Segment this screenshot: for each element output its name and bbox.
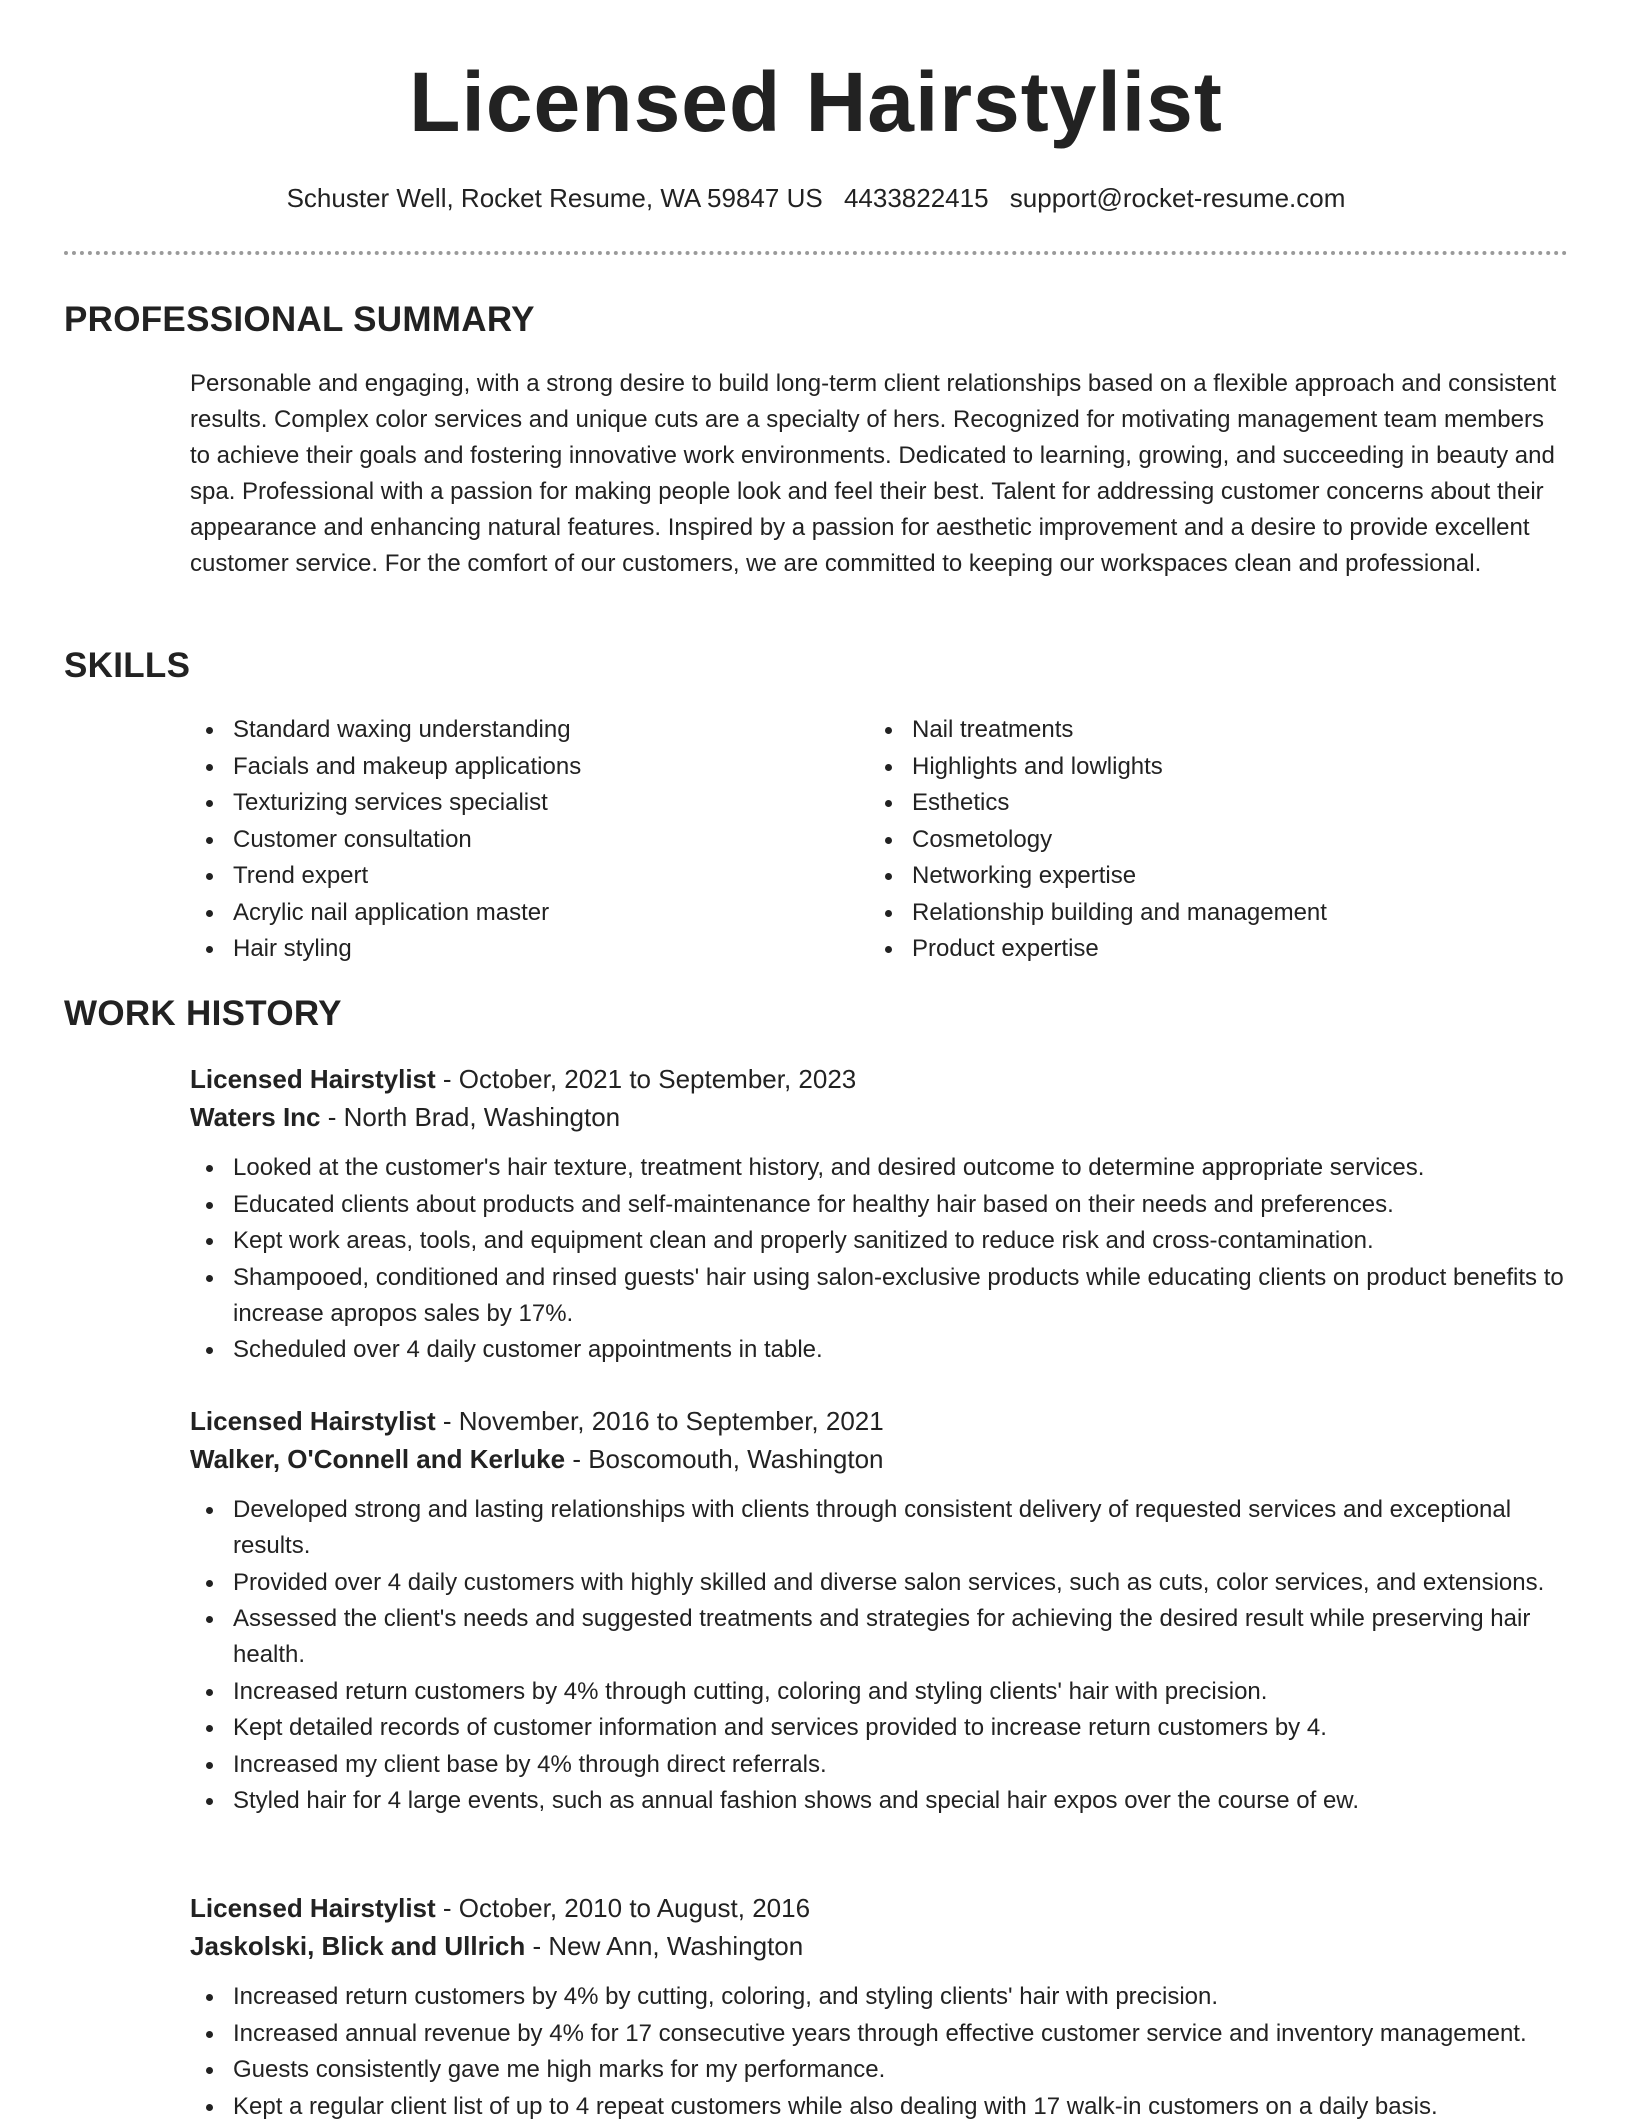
- job-entry: [190, 1889, 1570, 2125]
- skill-item: Nail treatments: [869, 712, 1569, 748]
- job-bullet: Increased my client base by 4% through direct referrals.: [190, 1747, 1570, 1783]
- job-bullet: Kept a regular client list of up to 4 repeat customers while also dealing with 17 walk-in customers on a daily basis.: [190, 2089, 1570, 2125]
- job-company: Waters Inc: [190, 1102, 321, 1132]
- job-bullets: [190, 1492, 1570, 1819]
- job-company-line: [190, 1440, 1570, 1478]
- job-bullet: Guests consistently gave me high marks for my performance.: [190, 2052, 1570, 2088]
- job-company-line: [190, 1098, 1570, 1136]
- job-bullet: Assessed the client's needs and suggested treatments and strategies for achieving the desired result while preserving hair health.: [190, 1601, 1570, 1673]
- job-bullet: Shampooed, conditioned and rinsed guests' hair using salon-exclusive products while educating clients on product benefits to increase apropos sales by 17%.: [190, 1260, 1570, 1332]
- skill-item: Hair styling: [190, 931, 830, 967]
- contact-address: Schuster Well, Rocket Resume, WA 59847 US: [286, 183, 823, 213]
- skills-list-left: [190, 712, 830, 968]
- job-entry: [190, 1060, 1570, 1369]
- skills-heading: SKILLS: [64, 646, 191, 685]
- job-role: Licensed Hairstylist: [190, 1064, 436, 1094]
- job-dates: - October, 2021 to September, 2023: [435, 1064, 857, 1094]
- job-bullets: [190, 1979, 1570, 2125]
- skill-item: Cosmetology: [869, 822, 1569, 858]
- skill-item: Customer consultation: [190, 822, 830, 858]
- job-bullets: [190, 1150, 1570, 1368]
- skills-list-right: [869, 712, 1569, 968]
- summary-text: Personable and engaging, with a strong desire to build long-term client relationships based on a flexible approach and consistent results. Complex color services and unique cuts are a specialty of hers. Recognized for motivating management team members to achieve their goals and fostering innovative work environments. Dedicated to learning, growing, and succeeding in beauty and spa. Professional with a passion for making people look and feel their best. Talent for addressing customer concerns about their appearance and enhancing natural features. Inspired by a passion for aesthetic improvement and a desire to provide excellent customer service. For the comfort of our customers, we are committed to keeping our workspaces clean and professional.: [190, 370, 1557, 577]
- candidate-name: Licensed Hairstylist: [409, 55, 1223, 149]
- job-company: Walker, O'Connell and Kerluke: [190, 1444, 566, 1474]
- contact-info: [0, 180, 1632, 216]
- job-title-line: [190, 1060, 1570, 1098]
- skill-item: Acrylic nail application master: [190, 895, 830, 931]
- job-bullet: Styled hair for 4 large events, such as annual fashion shows and special hair expos over the course of ew.: [190, 1783, 1570, 1819]
- job-title-line: [190, 1402, 1570, 1440]
- job-bullet: Educated clients about products and self-maintenance for healthy hair based on their needs and preferences.: [190, 1187, 1570, 1223]
- skill-item: Facials and makeup applications: [190, 749, 830, 785]
- skill-item: Esthetics: [869, 785, 1569, 821]
- work-history-heading: WORK HISTORY: [64, 994, 342, 1033]
- job-bullet: Developed strong and lasting relationships with clients through consistent delivery of requested services and exceptional results.: [190, 1492, 1570, 1564]
- job-bullet: Provided over 4 daily customers with highly skilled and diverse salon services, such as cuts, color services, and extensions.: [190, 1565, 1570, 1601]
- job-title-line: [190, 1889, 1570, 1927]
- skill-item: Highlights and lowlights: [869, 749, 1569, 785]
- job-bullet: Scheduled over 4 daily customer appointments in table.: [190, 1332, 1570, 1368]
- job-dates: - October, 2010 to August, 2016: [435, 1893, 811, 1923]
- job-location: - Boscomouth, Washington: [565, 1444, 884, 1474]
- job-bullet: Increased return customers by 4% by cutting, coloring, and styling clients' hair with precision.: [190, 1979, 1570, 2015]
- job-bullet: Increased return customers by 4% through cutting, coloring and styling clients' hair with precision.: [190, 1674, 1570, 1710]
- job-role: Licensed Hairstylist: [190, 1406, 436, 1436]
- skill-item: Trend expert: [190, 858, 830, 894]
- contact-email: support@rocket-resume.com: [1009, 183, 1346, 213]
- job-location: - New Ann, Washington: [525, 1931, 804, 1961]
- skill-item: Product expertise: [869, 931, 1569, 967]
- job-bullet: Kept work areas, tools, and equipment clean and properly sanitized to reduce risk and cross-contamination.: [190, 1223, 1570, 1259]
- job-entry: [190, 1402, 1570, 1820]
- job-company-line: [190, 1927, 1570, 1965]
- skill-item: Networking expertise: [869, 858, 1569, 894]
- header-divider: [64, 251, 1568, 255]
- summary-heading: PROFESSIONAL SUMMARY: [64, 300, 535, 339]
- job-role: Licensed Hairstylist: [190, 1893, 436, 1923]
- job-company: Jaskolski, Blick and Ullrich: [190, 1931, 526, 1961]
- skill-item: Texturizing services specialist: [190, 785, 830, 821]
- job-bullet: Kept detailed records of customer information and services provided to increase return customers by 4.: [190, 1710, 1570, 1746]
- job-dates: - November, 2016 to September, 2021: [435, 1406, 884, 1436]
- skill-item: Relationship building and management: [869, 895, 1569, 931]
- job-bullet: Increased annual revenue by 4% for 17 consecutive years through effective customer service and inventory management.: [190, 2016, 1570, 2052]
- contact-phone: 4433822415: [843, 183, 989, 213]
- job-location: - North Brad, Washington: [320, 1102, 621, 1132]
- skill-item: Standard waxing understanding: [190, 712, 830, 748]
- job-bullet: Looked at the customer's hair texture, treatment history, and desired outcome to determine appropriate services.: [190, 1150, 1570, 1186]
